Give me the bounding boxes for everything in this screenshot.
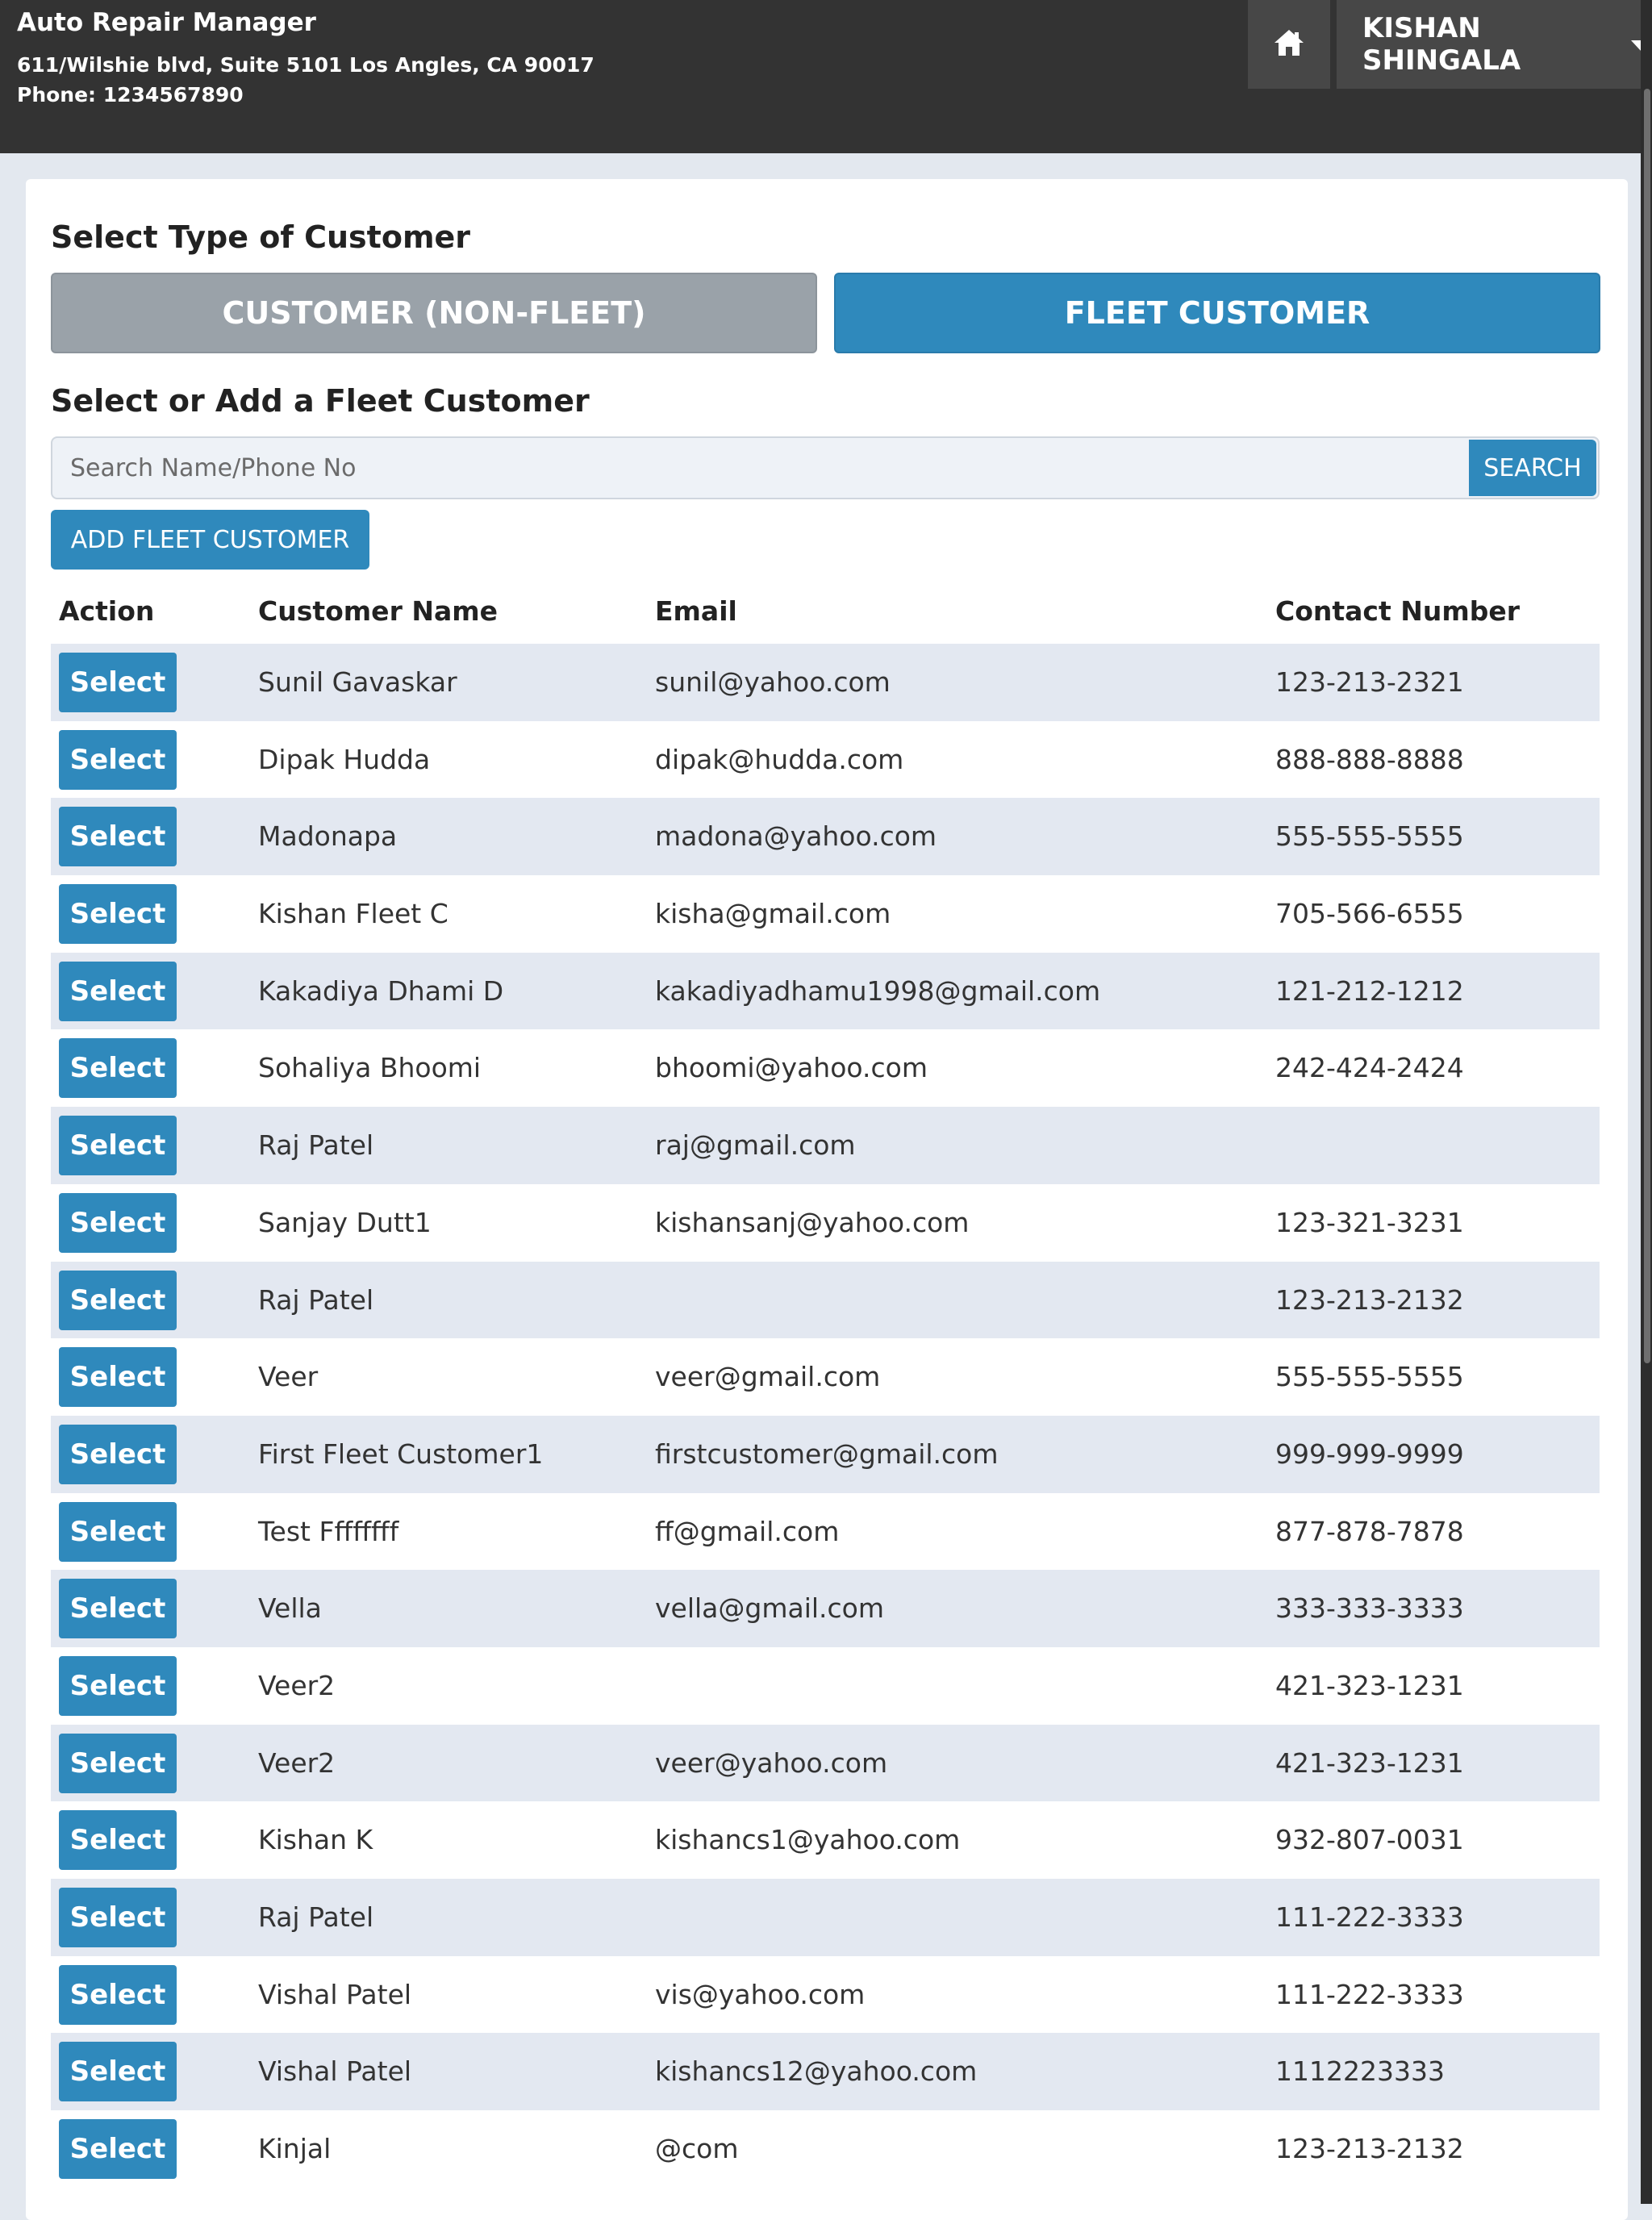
contact-number-cell: 123-213-2132 (1275, 1283, 1464, 1316)
table-row (51, 1107, 1600, 1184)
select-button[interactable]: Select (59, 1734, 177, 1793)
table-row (51, 1493, 1600, 1571)
email-cell: madona@yahoo.com (655, 820, 937, 853)
select-button[interactable]: Select (59, 730, 177, 790)
email-cell: @com (655, 2133, 739, 2165)
customer-name-cell: Raj Patel (258, 1901, 374, 1933)
select-button[interactable]: Select (59, 962, 177, 1021)
select-button[interactable]: Select (59, 1502, 177, 1562)
customer-type-heading: Select Type of Customer (51, 219, 471, 255)
contact-number-cell: 1112223333 (1275, 2055, 1445, 2088)
table-header (51, 587, 1600, 644)
contact-number-cell: 999-999-9999 (1275, 1438, 1464, 1470)
contact-number-cell: 123-321-3231 (1275, 1206, 1464, 1238)
table-row (51, 1184, 1600, 1262)
table-row (51, 2110, 1600, 2188)
email-cell: veer@gmail.com (655, 1361, 881, 1393)
fleet-customer-button[interactable]: FLEET CUSTOMER (834, 273, 1600, 353)
email-cell: vella@gmail.com (655, 1592, 885, 1625)
email-cell: kishancs12@yahoo.com (655, 2055, 978, 2088)
table-row (51, 2033, 1600, 2110)
contact-number-cell: 705-566-6555 (1275, 898, 1464, 930)
email-cell: sunil@yahoo.com (655, 666, 891, 698)
contact-number-cell: 111-222-3333 (1275, 1978, 1464, 2010)
select-button[interactable]: Select (59, 1965, 177, 2025)
table-row (51, 1338, 1600, 1416)
customer-name-cell: Vella (258, 1592, 322, 1625)
contact-number-cell: 123-213-2132 (1275, 2133, 1464, 2165)
scrollbar-thumb[interactable] (1644, 89, 1650, 1363)
customer-name-cell: Sohaliya Bhoomi (258, 1052, 482, 1084)
email-cell: bhoomi@yahoo.com (655, 1052, 928, 1084)
home-button[interactable] (1248, 0, 1330, 89)
shop-address: 611/Wilshie blvd, Suite 5101 Los Angles, CA 90017 (17, 53, 594, 77)
table-row (51, 798, 1600, 875)
select-button[interactable]: Select (59, 1193, 177, 1253)
email-cell: ff@gmail.com (655, 1515, 840, 1547)
customer-name-cell: Kishan Fleet C (258, 898, 448, 930)
table-row (51, 875, 1600, 953)
table-row (51, 1725, 1600, 1802)
email-cell: kisha@gmail.com (655, 898, 891, 930)
contact-number-cell: 333-333-3333 (1275, 1592, 1464, 1625)
home-icon (1273, 28, 1305, 61)
customer-name-cell: Kishan K (258, 1824, 373, 1856)
select-button[interactable]: Select (59, 2042, 177, 2101)
select-button[interactable]: Select (59, 1271, 177, 1330)
contact-number-cell: 242-424-2424 (1275, 1052, 1464, 1084)
select-button[interactable]: Select (59, 1810, 177, 1870)
table-row (51, 1956, 1600, 2034)
user-menu-button[interactable] (1337, 0, 1652, 89)
select-button[interactable]: Select (59, 1888, 177, 1947)
table-row (51, 1647, 1600, 1725)
contact-number-cell: 421-323-1231 (1275, 1746, 1464, 1779)
table-row (51, 953, 1600, 1030)
table-body (51, 644, 1600, 2188)
select-button[interactable]: Select (59, 1656, 177, 1716)
select-button[interactable]: Select (59, 807, 177, 866)
table-row (51, 1262, 1600, 1339)
customer-name-cell: Sunil Gavaskar (258, 666, 457, 698)
select-button[interactable]: Select (59, 653, 177, 712)
search-button[interactable]: SEARCH (1469, 440, 1596, 496)
customer-table (51, 587, 1600, 2188)
customer-name-cell: Vishal Patel (258, 2055, 412, 2088)
search-input[interactable] (54, 440, 1474, 496)
email-cell: kishansanj@yahoo.com (655, 1206, 970, 1238)
table-row (51, 644, 1600, 721)
table-row (51, 1570, 1600, 1647)
select-button[interactable]: Select (59, 884, 177, 944)
table-row (51, 721, 1600, 799)
select-button[interactable]: Select (59, 1116, 177, 1175)
email-cell: kishancs1@yahoo.com (655, 1824, 961, 1856)
fleet-section-heading: Select or Add a Fleet Customer (51, 383, 590, 419)
contact-number-cell: 877-878-7878 (1275, 1515, 1464, 1547)
contact-number-cell: 121-212-1212 (1275, 974, 1464, 1007)
add-fleet-customer-button[interactable]: ADD FLEET CUSTOMER (51, 510, 369, 570)
shop-name: Auto Repair Manager (17, 8, 316, 37)
customer-name-cell: Madonapa (258, 820, 398, 853)
contact-number-cell: 555-555-5555 (1275, 1361, 1464, 1393)
table-row (51, 1879, 1600, 1956)
customer-name-cell: First Fleet Customer1 (258, 1438, 544, 1470)
customer-name-cell: Veer (258, 1361, 319, 1393)
table-row (51, 1801, 1600, 1879)
email-cell: vis@yahoo.com (655, 1978, 866, 2010)
customer-name-cell: Raj Patel (258, 1129, 374, 1162)
customer-name-cell: Raj Patel (258, 1283, 374, 1316)
select-button[interactable]: Select (59, 1038, 177, 1098)
contact-number-cell: 888-888-8888 (1275, 743, 1464, 775)
table-row (51, 1416, 1600, 1493)
contact-number-cell: 123-213-2321 (1275, 666, 1464, 698)
customer-name-cell: Dipak Hudda (258, 743, 431, 775)
select-button[interactable]: Select (59, 1425, 177, 1484)
column-header-contact-number: Contact Number (1275, 595, 1521, 627)
contact-number-cell: 555-555-5555 (1275, 820, 1464, 853)
customer-name-cell: Kakadiya Dhami D (258, 974, 504, 1007)
user-name: KISHAN SHINGALA (1362, 12, 1521, 77)
email-cell: kakadiyadhamu1998@gmail.com (655, 974, 1101, 1007)
select-button[interactable]: Select (59, 1347, 177, 1407)
non-fleet-customer-button[interactable]: CUSTOMER (NON-FLEET) (51, 273, 817, 353)
email-cell: dipak@hudda.com (655, 743, 904, 775)
table-row (51, 1029, 1600, 1107)
email-cell: raj@gmail.com (655, 1129, 856, 1162)
contact-number-cell: 932-807-0031 (1275, 1824, 1464, 1856)
customer-name-cell: Sanjay Dutt1 (258, 1206, 432, 1238)
select-button[interactable]: Select (59, 1579, 177, 1638)
contact-number-cell: 111-222-3333 (1275, 1901, 1464, 1933)
top-navbar (0, 0, 1652, 153)
customer-name-cell: Veer2 (258, 1669, 336, 1701)
customer-name-cell: Veer2 (258, 1746, 336, 1779)
customer-name-cell: Test Ffffffff (258, 1515, 399, 1547)
column-header-email: Email (655, 595, 737, 627)
column-header-action: Action (59, 595, 155, 627)
select-button[interactable]: Select (59, 2119, 177, 2179)
customer-card (26, 179, 1628, 2220)
shop-phone: Phone: 1234567890 (17, 83, 244, 106)
contact-number-cell: 421-323-1231 (1275, 1669, 1464, 1701)
search-bar (51, 436, 1600, 499)
customer-name-cell: Kinjal (258, 2133, 332, 2165)
email-cell: firstcustomer@gmail.com (655, 1438, 999, 1470)
email-cell: veer@yahoo.com (655, 1746, 888, 1779)
column-header-customer-name: Customer Name (258, 595, 498, 627)
customer-name-cell: Vishal Patel (258, 1978, 412, 2010)
